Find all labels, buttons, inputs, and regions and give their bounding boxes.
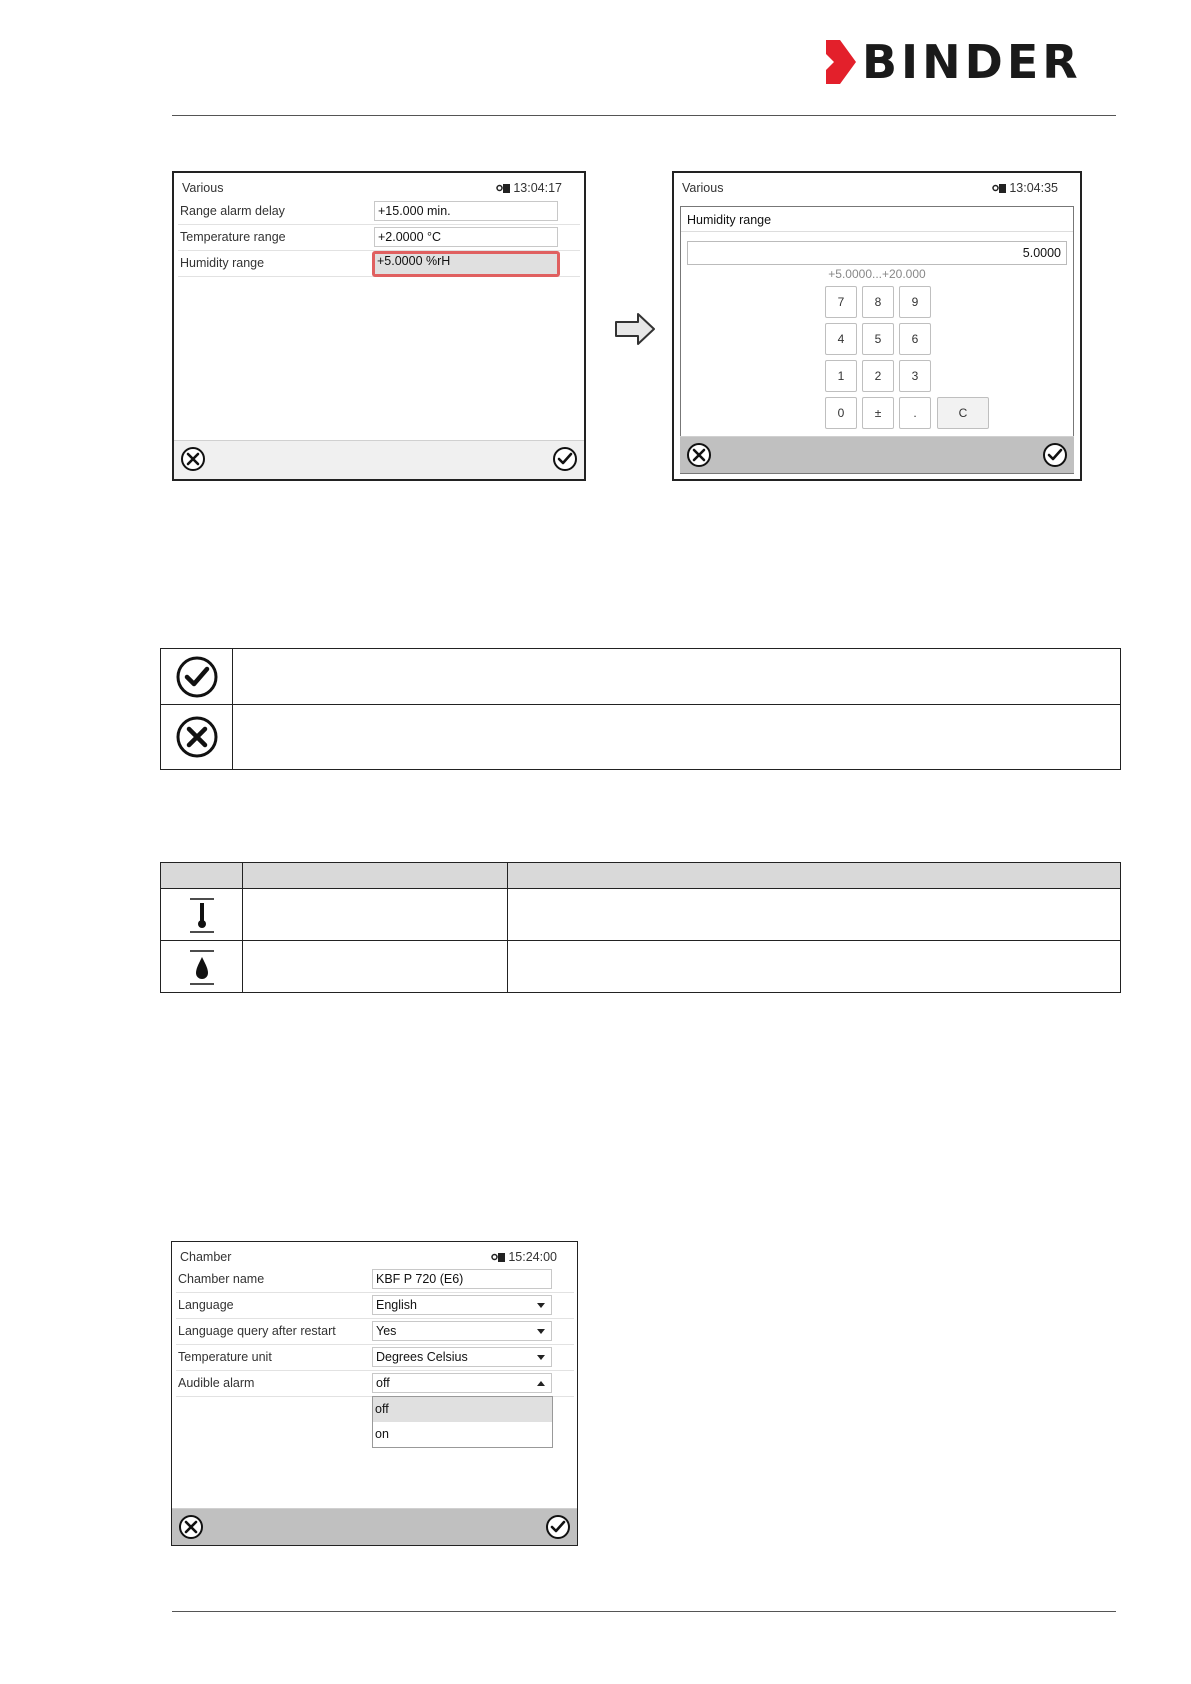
footer-rule bbox=[172, 1611, 1116, 1612]
checkmark-circle-icon bbox=[175, 655, 219, 699]
screen-clock bbox=[496, 181, 562, 195]
dropdown-value: Yes bbox=[376, 1324, 397, 1338]
temperature-range-field[interactable]: +2.0000 °C bbox=[374, 227, 558, 247]
key-lock-icon bbox=[491, 1251, 505, 1263]
chevron-down-icon bbox=[537, 1303, 545, 1308]
checkmark-circle-icon[interactable] bbox=[1042, 442, 1068, 468]
right-arrow-icon bbox=[614, 312, 656, 346]
setting-label: Audible alarm bbox=[178, 1376, 255, 1390]
language-dropdown[interactable] bbox=[372, 1295, 552, 1315]
setting-label: Humidity range bbox=[180, 256, 265, 270]
symbol-table bbox=[160, 862, 1121, 993]
setting-row bbox=[176, 1293, 574, 1319]
cancel-circle-icon[interactable] bbox=[686, 442, 712, 468]
key-lock-icon bbox=[992, 182, 1006, 194]
key-2[interactable]: 2 bbox=[862, 360, 894, 392]
icon-cell bbox=[161, 889, 243, 941]
chamber-screen bbox=[171, 1241, 578, 1546]
option-on[interactable]: on bbox=[375, 1427, 389, 1441]
screen-footer bbox=[172, 1508, 577, 1545]
clock-time: 13:04:17 bbox=[513, 181, 562, 195]
description-cell bbox=[233, 705, 1121, 770]
cancel-circle-icon bbox=[175, 715, 219, 759]
chamber-name-field[interactable]: KBF P 720 (E6) bbox=[372, 1269, 552, 1289]
setting-label: Chamber name bbox=[178, 1272, 265, 1286]
thermometer-icon bbox=[188, 897, 216, 933]
header-rule bbox=[172, 115, 1116, 116]
numeric-input[interactable]: 5.0000 bbox=[687, 241, 1067, 265]
key-0[interactable]: 0 bbox=[825, 397, 857, 429]
chevron-down-icon bbox=[537, 1329, 545, 1334]
table-header-row bbox=[161, 863, 1121, 889]
humidity-range-input-screen bbox=[672, 171, 1082, 481]
binder-logo-mark-icon bbox=[826, 40, 856, 84]
setting-row bbox=[178, 199, 580, 225]
checkmark-circle-icon[interactable] bbox=[545, 1514, 571, 1540]
name-cell bbox=[243, 941, 508, 993]
cancel-circle-icon[interactable] bbox=[178, 1514, 204, 1540]
screen-title: Chamber bbox=[180, 1250, 232, 1264]
key-4[interactable]: 4 bbox=[825, 323, 857, 355]
key-1[interactable]: 1 bbox=[825, 360, 857, 392]
setting-label: Language query after restart bbox=[178, 1324, 336, 1338]
audible-alarm-dropdown[interactable] bbox=[372, 1373, 552, 1393]
dropdown-value: Degrees Celsius bbox=[376, 1350, 468, 1364]
key-7[interactable]: 7 bbox=[825, 286, 857, 318]
description-cell bbox=[233, 649, 1121, 705]
setting-row bbox=[178, 225, 580, 251]
description-cell bbox=[508, 941, 1121, 993]
input-dialog bbox=[680, 206, 1074, 474]
binder-logo bbox=[826, 35, 1082, 89]
humidity-drop-icon bbox=[188, 949, 216, 985]
key-lock-icon bbox=[496, 182, 510, 194]
dialog-divider bbox=[681, 231, 1073, 232]
key-6[interactable]: 6 bbox=[899, 323, 931, 355]
setting-row bbox=[176, 1319, 574, 1345]
range-alarm-delay-field[interactable]: +15.000 min. bbox=[374, 201, 558, 221]
key-9[interactable]: 9 bbox=[899, 286, 931, 318]
option-off[interactable]: off bbox=[373, 1397, 552, 1422]
screen-footer bbox=[174, 440, 584, 479]
table-row bbox=[161, 649, 1121, 705]
key-clear[interactable]: C bbox=[937, 397, 989, 429]
checkmark-circle-icon[interactable] bbox=[552, 446, 578, 472]
dropdown-value: English bbox=[376, 1298, 417, 1312]
screen-footer bbox=[680, 436, 1074, 473]
screen-title: Various bbox=[682, 181, 724, 195]
range-hint: +5.0000...+20.000 bbox=[828, 267, 926, 281]
various-screen bbox=[172, 171, 586, 481]
button-legend-table bbox=[160, 648, 1121, 770]
chevron-down-icon bbox=[537, 1355, 545, 1360]
clock-time: 15:24:00 bbox=[508, 1250, 557, 1264]
humidity-range-field[interactable]: +5.0000 %rH bbox=[372, 251, 560, 277]
header-cell bbox=[161, 863, 243, 889]
screen-clock bbox=[992, 181, 1058, 195]
dialog-title: Humidity range bbox=[687, 213, 772, 227]
key-3[interactable]: 3 bbox=[899, 360, 931, 392]
setting-row bbox=[176, 1371, 574, 1397]
setting-label: Range alarm delay bbox=[180, 204, 285, 218]
brand-name: BINDER bbox=[862, 35, 1082, 89]
header-cell bbox=[508, 863, 1121, 889]
screen-clock bbox=[491, 1250, 557, 1264]
setting-row bbox=[178, 251, 580, 277]
audible-alarm-options bbox=[372, 1396, 553, 1448]
screen-title: Various bbox=[182, 181, 224, 195]
setting-label: Temperature range bbox=[180, 230, 286, 244]
cancel-circle-icon[interactable] bbox=[180, 446, 206, 472]
chevron-up-icon bbox=[537, 1381, 545, 1386]
name-cell bbox=[243, 889, 508, 941]
key-sign[interactable]: ± bbox=[862, 397, 894, 429]
key-decimal[interactable]: . bbox=[899, 397, 931, 429]
table-row bbox=[161, 941, 1121, 993]
temperature-unit-dropdown[interactable] bbox=[372, 1347, 552, 1367]
key-5[interactable]: 5 bbox=[862, 323, 894, 355]
setting-label: Temperature unit bbox=[178, 1350, 272, 1364]
dropdown-value: off bbox=[376, 1376, 390, 1390]
setting-row bbox=[176, 1345, 574, 1371]
clock-time: 13:04:35 bbox=[1009, 181, 1058, 195]
header-cell bbox=[243, 863, 508, 889]
table-row bbox=[161, 889, 1121, 941]
language-query-dropdown[interactable] bbox=[372, 1321, 552, 1341]
icon-cell bbox=[161, 941, 243, 993]
description-cell bbox=[508, 889, 1121, 941]
key-8[interactable]: 8 bbox=[862, 286, 894, 318]
setting-row bbox=[176, 1267, 574, 1293]
setting-label: Language bbox=[178, 1298, 234, 1312]
icon-cell bbox=[161, 705, 233, 770]
table-row bbox=[161, 705, 1121, 770]
icon-cell bbox=[161, 649, 233, 705]
